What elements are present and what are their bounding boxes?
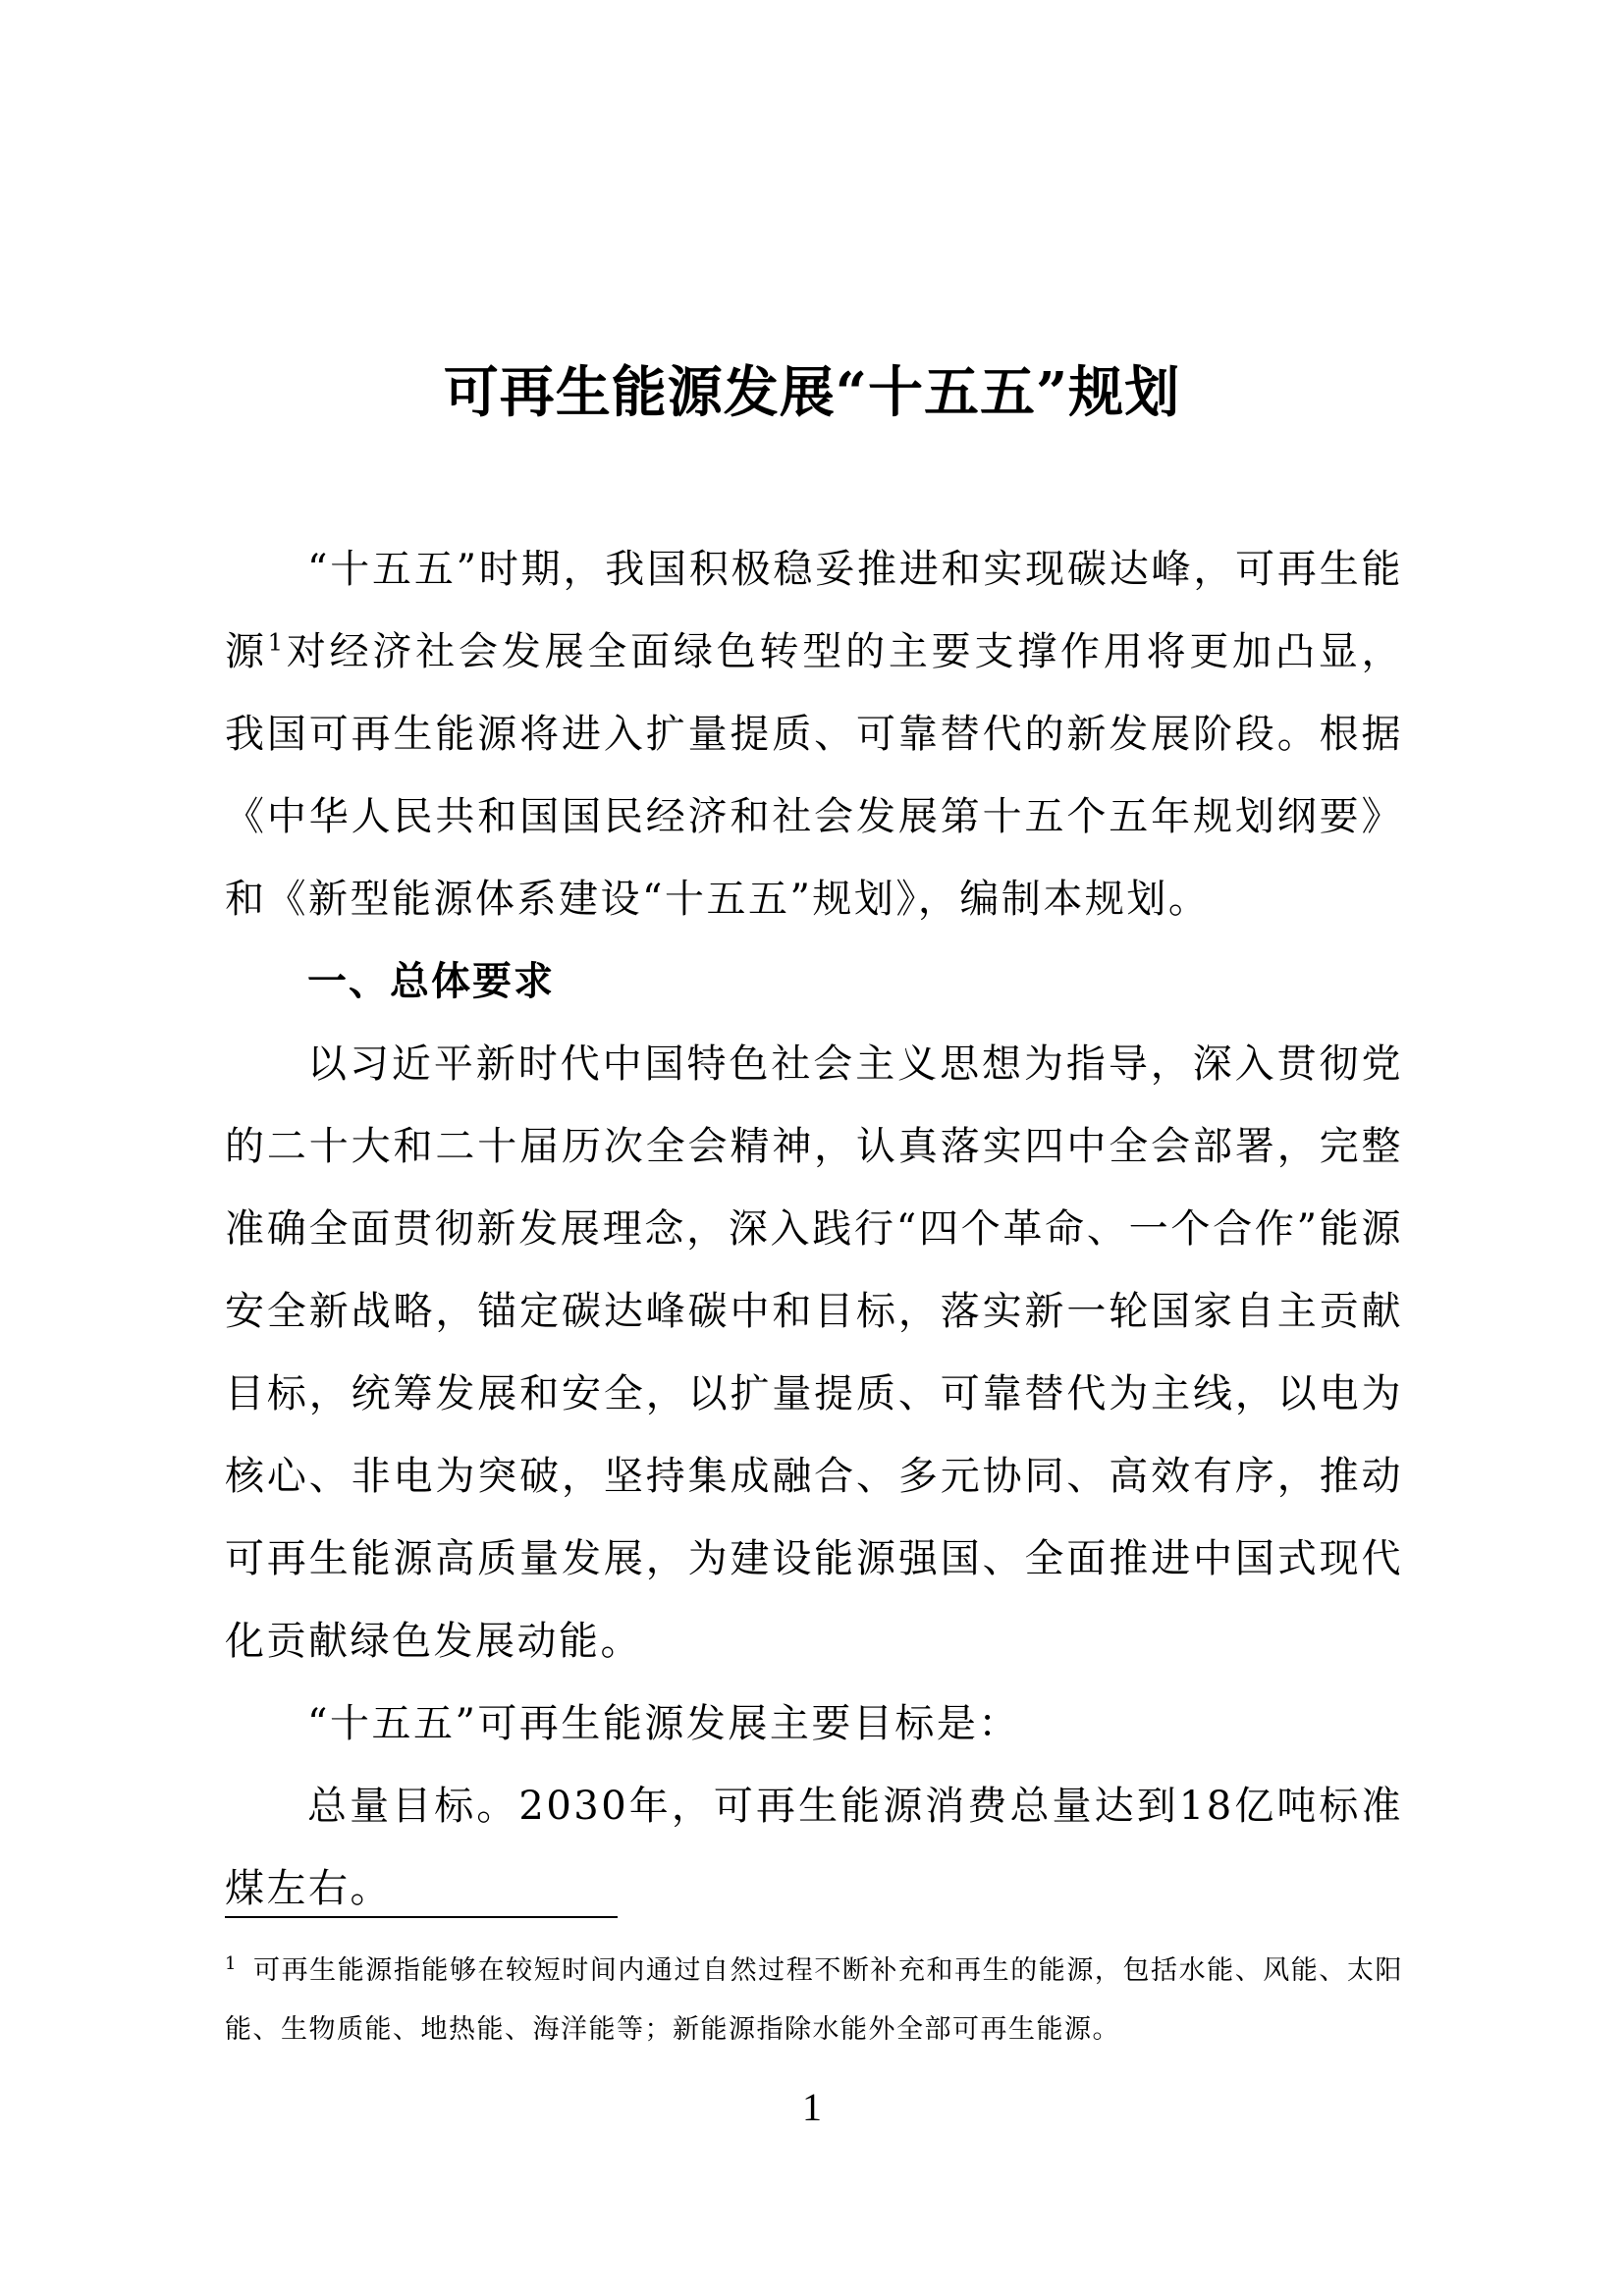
intro-text-part-2: 对经济社会发展全面绿色转型的主要支撑作用将更加凸显，我国可再生能源将进入扩量提质、可靠替代的新发展阶段。根据《中华人民共和国国民经济和社会发展第十五个五年规划纲要》和《新型能源体系建设“十五五”规划》，编制本规划。: [225, 629, 1404, 922]
footnote-reference[interactable]: 1: [267, 628, 286, 657]
document-body: [225, 528, 1403, 1930]
goals-intro-paragraph: “十五五”可再生能源发展主要目标是：: [307, 1701, 1020, 1746]
general-requirements-paragraph: 以习近平新时代中国特色社会主义思想为指导，深入贯彻党的二十大和二十届历次全会精神，认真落实四中全会部署，完整准确全面贯彻新发展理念，深入践行“四个革命、一个合作”能源安全新战略，锚定碳达峰碳中和目标，落实新一轮国家自主贡献目标，统筹发展和安全，以扩量提质、可靠替代为主线，以电为核心、非电为突破，坚持集成融合、多元协同、高效有序，推动可再生能源高质量发展，为建设能源强国、全面推进中国式现代化贡献绿色发展动能。: [225, 1041, 1403, 1664]
footnote-divider: [225, 1916, 618, 1918]
intro-paragraph: [225, 528, 1403, 940]
intro-text-part-1: “十五五”时期，我国积极稳妥推进和实现碳达峰，可再生能源: [225, 547, 1403, 674]
footnote: [225, 1942, 1403, 2059]
footnote-mark: 1: [225, 1953, 238, 1974]
total-goal-paragraph: 总量目标。2030年，可再生能源消费总量达到18亿吨标准煤左右。: [225, 1784, 1403, 1911]
section-heading: 一、总体要求: [307, 959, 555, 1004]
page-number: 1: [802, 2085, 822, 2129]
document-title: 可再生能源发展“十五五”规划: [443, 360, 1181, 425]
footnote-text: 可再生能源指能够在较短时间内通过自然过程不断补充和再生的能源，包括水能、风能、太阳能、生物质能、地热能、海洋能等；新能源指除水能外全部可再生能源。: [225, 1955, 1403, 2045]
